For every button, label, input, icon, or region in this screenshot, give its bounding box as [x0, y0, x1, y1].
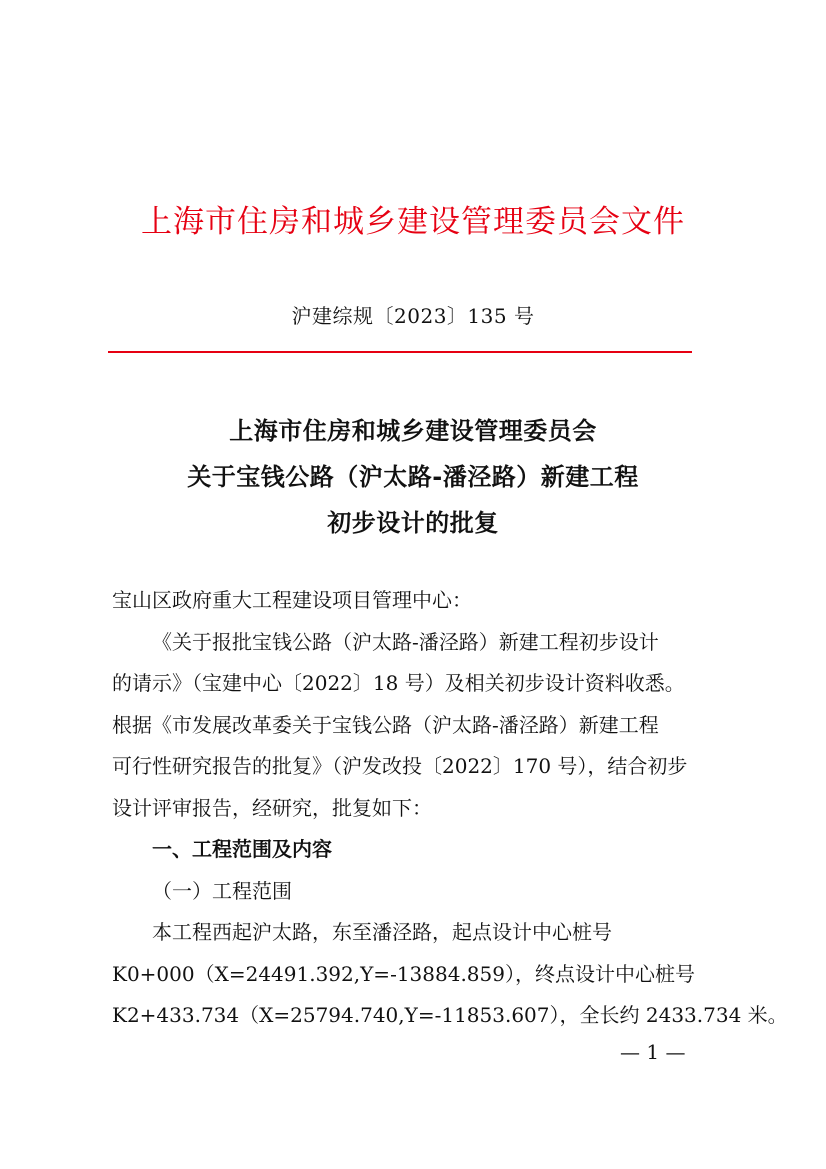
recipient-line: 宝山区政府重大工程建设项目管理中心：: [112, 588, 472, 612]
paragraph-2-line: K0+000（X=24491.392,Y=-13884.859），终点设计中心桩号: [112, 961, 695, 986]
heading-line-1: 上海市住房和城乡建设管理委员会: [229, 417, 597, 445]
paragraph-2-line: K2+433.734（X=25794.740,Y=-11853.607），全长约 2433.734 米。: [112, 1003, 788, 1027]
section-heading: 一、工程范围及内容: [152, 837, 332, 861]
paragraph-1-line: 可行性研究报告的批复》（沪发改投〔2022〕170 号），结合初步: [112, 754, 688, 778]
document-heading: [0, 408, 826, 546]
heading-line-3: 初步设计的批复: [327, 509, 499, 537]
paragraph-1-line: 的请示》（宝建中心〔2022〕18 号）及相关初步设计资料收悉。: [112, 671, 685, 695]
paragraph-1-line: 根据《市发展改革委关于宝钱公路（沪太路-潘泾路）新建工程: [112, 712, 659, 737]
issuer-title: 上海市住房和城乡建设管理委员会文件: [141, 204, 685, 240]
document-body: [112, 580, 788, 1037]
paragraph-2-line: 本工程西起沪太路，东至潘泾路，起点设计中心桩号: [152, 920, 612, 944]
page-number: — 1 —: [620, 1040, 686, 1064]
subsection-heading: （一）工程范围: [152, 878, 292, 903]
red-divider: [108, 351, 692, 353]
heading-line-2: 关于宝钱公路（沪太路-潘泾路）新建工程: [187, 463, 639, 491]
paragraph-1-line: 《关于报批宝钱公路（沪太路-潘泾路）新建工程初步设计: [152, 629, 659, 654]
paragraph-1-line: 设计评审报告，经研究，批复如下：: [112, 795, 432, 820]
document-number: 沪建综规〔2023〕135 号: [291, 304, 535, 328]
